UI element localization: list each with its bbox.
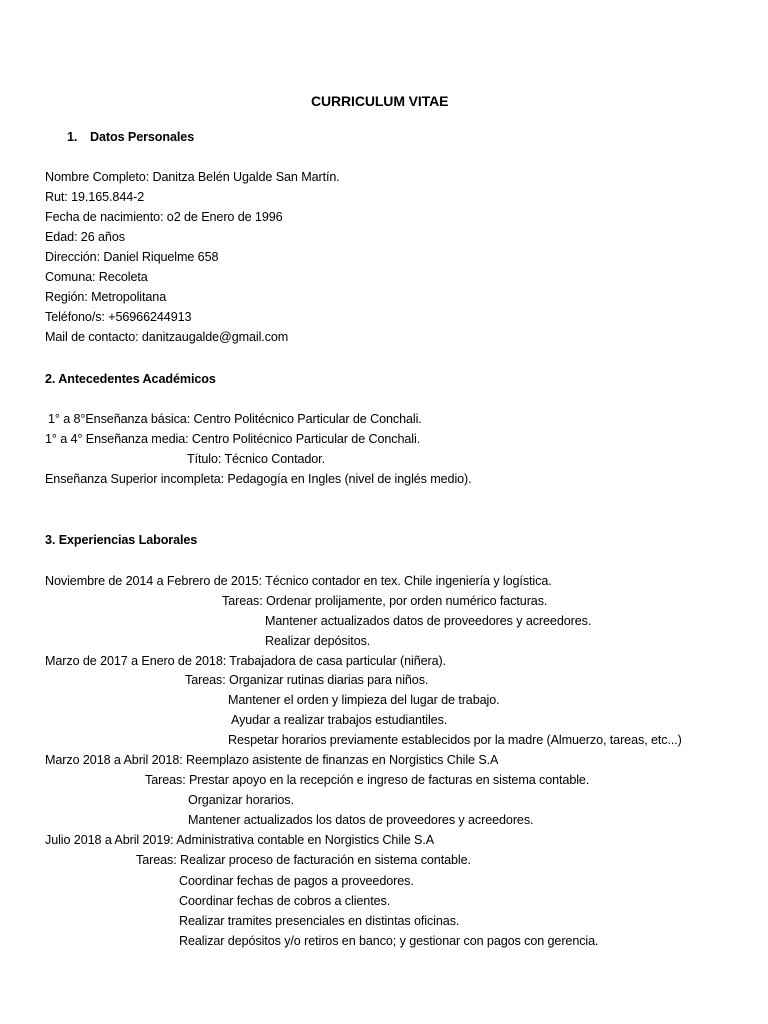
job-4-tasks: Tareas: Realizar proceso de facturación en sistema contable. xyxy=(136,853,471,867)
job-3-tasks: Tareas: Prestar apoyo en la recepción e ingreso de facturas en sistema contable. xyxy=(145,773,590,787)
academic-higher: Enseñanza Superior incompleta: Pedagogía en Ingles (nivel de inglés medio). xyxy=(45,472,472,486)
personal-birth-date: Fecha de nacimiento: o2 de Enero de 1996 xyxy=(45,210,283,224)
job-2-task: Respetar horarios previamente establecidos por la madre (Almuerzo, tareas, etc...) xyxy=(228,733,682,747)
personal-phone: Teléfono/s: +56966244913 xyxy=(45,310,192,324)
personal-region: Región: Metropolitana xyxy=(45,290,167,304)
academic-basic: 1° a 8°Enseñanza básica: Centro Politécnico Particular de Conchali. xyxy=(48,412,422,426)
job-2-tasks: Tareas: Organizar rutinas diarias para niños. xyxy=(185,673,429,687)
section-1-heading: Datos Personales xyxy=(90,130,195,144)
academic-title: Título: Técnico Contador. xyxy=(187,452,325,466)
document-title: CURRICULUM VITAE xyxy=(311,93,449,109)
job-4-task: Realizar depósitos y/o retiros en banco; y gestionar con pagos con gerencia. xyxy=(179,934,599,948)
job-1-tasks: Tareas: Ordenar prolijamente, por orden numérico facturas. xyxy=(222,594,548,608)
job-4-period: Julio 2018 a Abril 2019: Administrativa contable en Norgistics Chile S.A xyxy=(45,833,435,847)
job-4-task: Realizar tramites presenciales en distintas oficinas. xyxy=(179,914,460,928)
section-3-heading: 3. Experiencias Laborales xyxy=(45,533,198,547)
personal-full-name: Nombre Completo: Danitza Belén Ugalde San Martín. xyxy=(45,170,340,184)
job-3-task: Mantener actualizados los datos de proveedores y acreedores. xyxy=(188,813,534,827)
job-2-period: Marzo de 2017 a Enero de 2018: Trabajadora de casa particular (niñera). xyxy=(45,654,447,668)
job-4-task: Coordinar fechas de cobros a clientes. xyxy=(179,894,391,908)
job-4-task: Coordinar fechas de pagos a proveedores. xyxy=(179,874,414,888)
job-1-period: Noviembre de 2014 a Febrero de 2015: Técnico contador en tex. Chile ingeniería y logística. xyxy=(45,574,552,588)
section-2-heading: 2. Antecedentes Académicos xyxy=(45,372,216,386)
personal-age: Edad: 26 años xyxy=(45,230,125,244)
job-2-task: Ayudar a realizar trabajos estudiantiles. xyxy=(231,713,448,727)
job-3-task: Organizar horarios. xyxy=(188,793,294,807)
academic-media: 1° a 4° Enseñanza media: Centro Politécnico Particular de Conchali. xyxy=(45,432,421,446)
job-1-task: Realizar depósitos. xyxy=(265,634,371,648)
job-1-task: Mantener actualizados datos de proveedores y acreedores. xyxy=(265,614,592,628)
personal-address: Dirección: Daniel Riquelme 658 xyxy=(45,250,219,264)
job-3-period: Marzo 2018 a Abril 2018: Reemplazo asistente de finanzas en Norgistics Chile S.A xyxy=(45,753,499,767)
personal-email: Mail de contacto: danitzaugalde@gmail.com xyxy=(45,330,289,344)
personal-rut: Rut: 19.165.844-2 xyxy=(45,190,145,204)
personal-commune: Comuna: Recoleta xyxy=(45,270,148,284)
job-2-task: Mantener el orden y limpieza del lugar de trabajo. xyxy=(228,693,500,707)
section-1-number: 1. xyxy=(67,130,78,144)
